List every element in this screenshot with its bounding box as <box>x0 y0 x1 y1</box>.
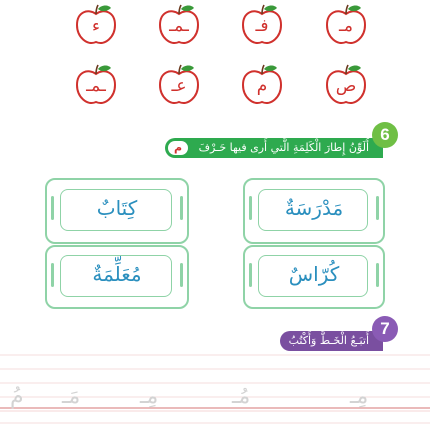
question-6-number: 6 <box>372 122 398 148</box>
word-frame-bottom-left[interactable] <box>45 245 189 309</box>
question-7-instruction: أَتبَـعُ الْخَـطَّ وَأَكْتُبُ <box>288 334 369 347</box>
apple-letter: ـمـ <box>169 16 189 36</box>
apple-letter: ص <box>335 76 357 96</box>
apple-letter: عـ <box>171 76 187 96</box>
apple-2-3[interactable] <box>157 64 201 108</box>
apple-2-1[interactable] <box>324 64 368 108</box>
trace-letter[interactable]: مَـ <box>62 384 81 409</box>
apple-1-4[interactable] <box>74 4 118 48</box>
apple-1-2[interactable] <box>240 4 284 48</box>
apple-2-2[interactable] <box>240 64 284 108</box>
trace-letter[interactable]: مُ <box>10 384 24 409</box>
word-text: مُعَلِّمَةٌ <box>92 262 142 286</box>
question-6-instruction: أُلَوِّنُ إِطارَ الْكَلِمَةِ الَّتي أَرى فيها حَـرْفَ <box>198 141 369 154</box>
word-text: كِتَابٌ <box>96 196 138 220</box>
trace-letter[interactable]: مُـ <box>232 384 251 409</box>
word-text: مَدْرَسَةٌ <box>284 196 344 220</box>
apple-letter: ء <box>92 16 100 36</box>
letter-badge-text: م <box>173 141 183 154</box>
trace-letter[interactable]: مِـ <box>140 384 159 409</box>
apple-1-1[interactable] <box>324 4 368 48</box>
apple-letter: م <box>256 76 268 96</box>
question-7-number: 7 <box>372 316 398 342</box>
word-frame-top-right[interactable] <box>243 178 385 244</box>
question-6-instruction-bar <box>165 138 383 158</box>
apple-2-4[interactable] <box>74 64 118 108</box>
word-text: كُرّاسٌ <box>288 262 340 286</box>
word-frame-top-left[interactable] <box>45 178 189 244</box>
letter-badge <box>168 141 188 155</box>
trace-letter[interactable]: مِـ <box>350 384 369 409</box>
apple-letter: مـ <box>338 16 354 36</box>
apple-letter: فـ <box>255 16 269 36</box>
word-frame-bottom-right[interactable] <box>243 245 385 309</box>
apple-1-3[interactable] <box>157 4 201 48</box>
apple-letter: ـمـ <box>86 76 106 96</box>
